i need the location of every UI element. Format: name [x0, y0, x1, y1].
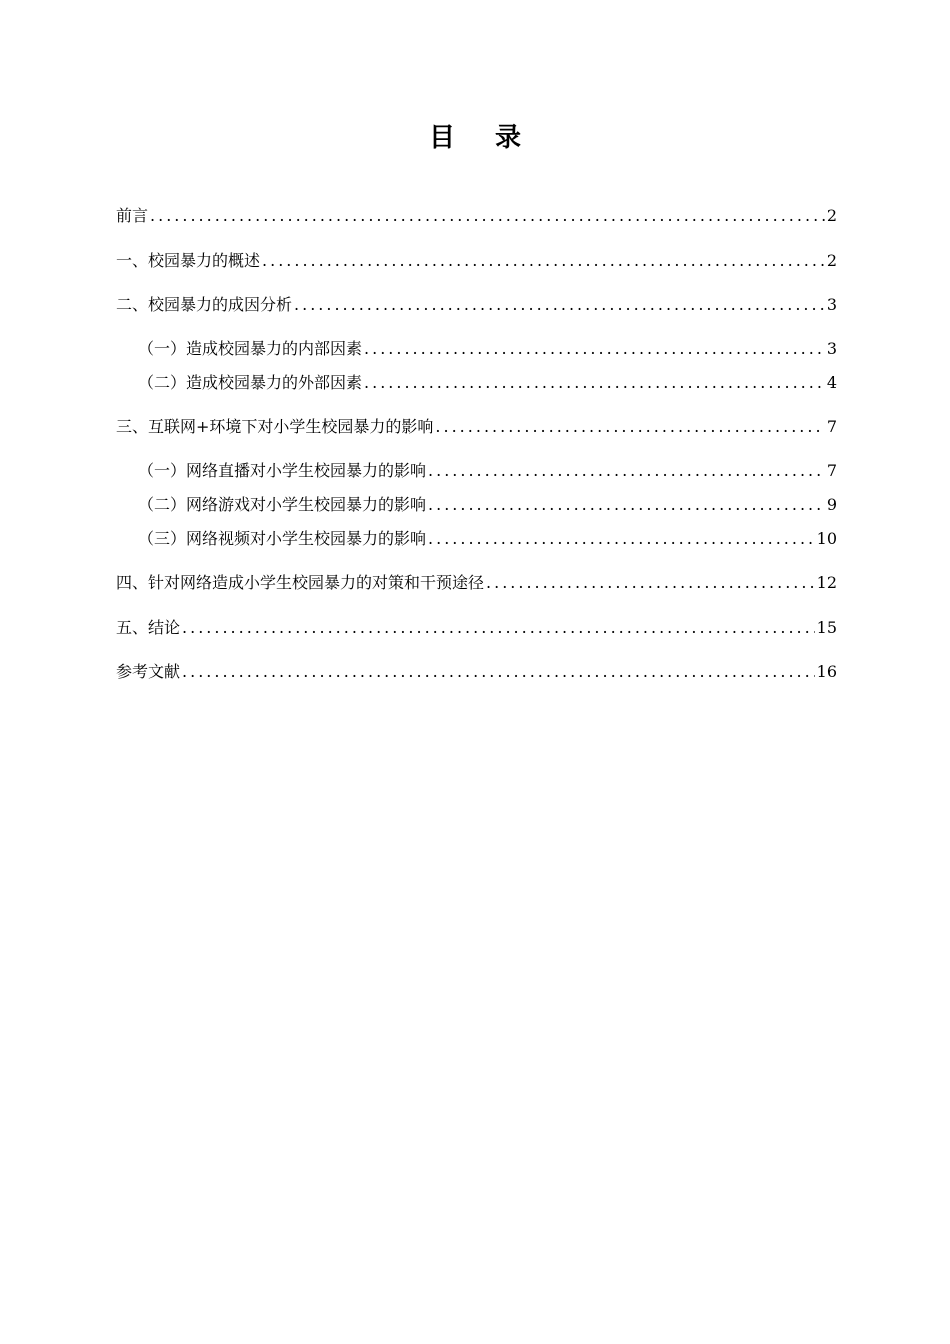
toc-leader-dots — [364, 371, 825, 395]
toc-entry-section-3-3[interactable] — [138, 527, 837, 551]
toc-leader-dots — [428, 493, 825, 517]
toc-leader-dots — [435, 415, 824, 439]
toc-entry-section-5[interactable] — [116, 616, 837, 640]
toc-entry-page: 2 — [826, 251, 837, 270]
toc-entry-page: 9 — [826, 495, 837, 514]
toc-entry-section-3[interactable] — [116, 415, 837, 439]
toc-leader-dots — [486, 571, 815, 595]
toc-entry-page: 2 — [826, 206, 837, 225]
toc-entry-label: 一、校园暴力的概述 — [116, 251, 261, 270]
toc-entry-preface[interactable] — [116, 204, 837, 228]
toc-entry-section-3-1[interactable] — [138, 459, 837, 483]
toc-entry-section-1[interactable] — [116, 249, 837, 273]
toc-title-char-1: 目 — [428, 123, 455, 153]
toc-entry-label: 前言 — [116, 206, 149, 225]
toc-entry-label: 四、针对网络造成小学生校园暴力的对策和干预途径 — [116, 573, 485, 592]
toc-entry-page: 3 — [826, 295, 837, 314]
toc-title-char-2: 录 — [495, 123, 522, 153]
toc-leader-dots — [428, 459, 825, 483]
toc-entry-label: （二）造成校园暴力的外部因素 — [138, 373, 363, 392]
toc-entry-page: 3 — [826, 339, 837, 358]
toc-entry-page: 7 — [826, 417, 837, 436]
toc-entry-page: 12 — [816, 573, 837, 592]
toc-entry-label: 三、互联网+环境下对小学生校园暴力的影响 — [116, 417, 434, 436]
toc-entry-label: 五、结论 — [116, 618, 181, 637]
toc-entry-label: （一）网络直播对小学生校园暴力的影响 — [138, 461, 427, 480]
toc-entry-label: （二）网络游戏对小学生校园暴力的影响 — [138, 495, 427, 514]
toc-leader-dots — [182, 616, 815, 640]
toc-leader-dots — [150, 204, 825, 228]
toc-entry-section-2[interactable] — [116, 293, 837, 317]
toc-entry-label: （一）造成校园暴力的内部因素 — [138, 339, 363, 358]
toc-title — [0, 118, 950, 158]
toc-entry-label: 二、校园暴力的成因分析 — [116, 295, 293, 314]
toc-entry-page: 4 — [826, 373, 837, 392]
toc-entry-label: （三）网络视频对小学生校园暴力的影响 — [138, 529, 427, 548]
toc-entry-page: 10 — [816, 529, 837, 548]
toc-entry-page: 15 — [816, 618, 837, 637]
toc-entry-section-2-2[interactable] — [138, 371, 837, 395]
toc-entry-section-3-2[interactable] — [138, 493, 837, 517]
toc-leader-dots — [428, 527, 815, 551]
toc-entry-references[interactable] — [116, 660, 837, 684]
toc-leader-dots — [364, 337, 825, 361]
toc-entry-page: 16 — [816, 662, 837, 681]
toc-entry-page: 7 — [826, 461, 837, 480]
toc-leader-dots — [262, 249, 825, 273]
toc-leader-dots — [182, 660, 815, 684]
toc-entry-label: 参考文献 — [116, 662, 181, 681]
toc-entry-section-2-1[interactable] — [138, 337, 837, 361]
toc-leader-dots — [294, 293, 825, 317]
toc-entry-section-4[interactable] — [116, 571, 837, 595]
